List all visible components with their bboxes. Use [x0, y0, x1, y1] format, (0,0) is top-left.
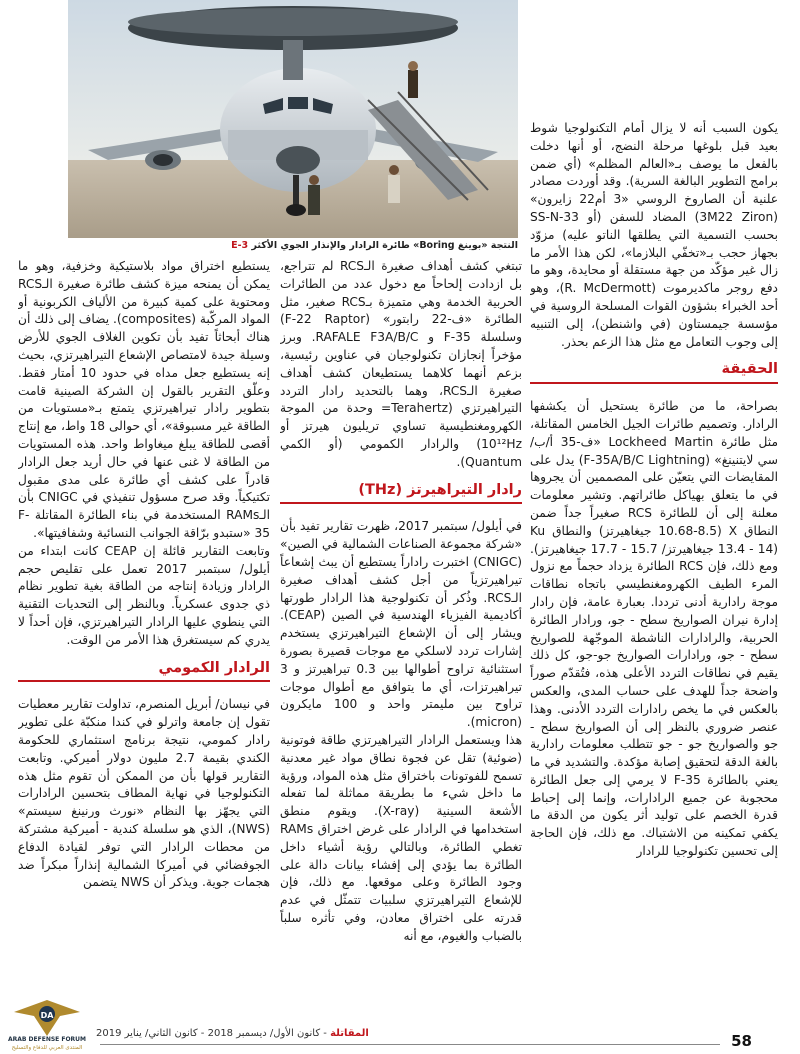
- page-number: 58: [731, 1032, 752, 1050]
- paragraph: بصراحة، ما من طائرة يستحيل أن يكشفها الرادار. وتصميم طائرات الجيل الخامس المقاتلة، مثل طائرة Lockheed Martin «ف-35 أ/ب/سي لايتنينغ» (F-35A/B/C Lightning) يدل على المقايضات التي يتعيّن على المصممين أن يجروها في ما يتعلق بهياكل طائراتهم. وتشير معلومات معلنة إلى أن للطائرة RCS صغيراً جداً ضمن النطاق X (10.68-8.5 جيغاهيرتز) والنطاق Ku (13.4 - 14 جيغاهيرتز/ 15.7 - 17.7 جيغاهيرتز). ومع ذلك، فإن RCS الطائرة يزداد حجماً مع نزول المرء الطيف الكهرومغنطيسي باتجاه نطاقات موجة رادارية أدنى ترددا. بعبارة عامة، فإن رادار إدارة نيران الصواريخ سطح - جو، ورادار الطائرة الحربية، والرادارات الناشطة الموجّهة للصواريخ سطح - جو، ورادارات الصواريخ جو-جو، كل ذلك يقيم في نطاقات التردد الأعلى هذه، فتُقدّم صوراً واضحة جداً للهدف على حساب المدى، والعكس بالعكس في ما يخص رادارات التردد الأدنى. وهذا عنصر ضروري بالنظر إلى أن الصواريخ سطح - جو والصواريخ جو - جو تتطلب معلومات رادارية بالغة الدقة لتحقيق إصابة مؤكدة. والتشديد في ما يعني بالطائرة F-35 لا يرمي إلى جعل الطائرة محجوبة عن جميع الرادارات، وإنما إلى إحباط قدرة الخصم على توليد أثر يكون من الدقة ما يكفي تمكينه من الاشتباك. مع ذلك، فإن الحاجة إلى تحسين تكنولوجيا للرادار: [530, 399, 778, 859]
- section-heading-text: رادار التيراهيرتز (THz): [358, 481, 522, 498]
- section-heading-reality: [530, 359, 778, 388]
- paragraph: تبتغي كشف أهداف صغيرة الـRCS لم تتراجع، بل ازدادت إلحاحاً مع دخول عدد من الطائرات الحربية الخدمة وهي متميزة بـRCS صغير، مثل الطائرة «ف-22 رابتور» (F-22 Raptor) وسلسلة F-35 و RAFALE F3A/B/C. وبرز مؤخراً إنجازان تكنولوجيان في عناوين رئيسية، بزعم أنهما كلاهما يستطيعان كشف أهداف صغيرة الـRCS، وهما بالتحديد رادار التردد التيراهيرتزي (Terahertz= وحدة من الموجة الكهرومغنطيسية تساوي تريليون هيرتز أو 10¹²Hz) والرادار الكمومي (أو الكمي Quantum).: [280, 259, 522, 469]
- article-column-left: [18, 258, 270, 1024]
- section-heading-text: الحقيقة: [721, 361, 778, 378]
- logo-arabic: المنتدى العربي للدفاع والتسليح: [11, 1045, 83, 1051]
- magazine-name: المقاتلة: [330, 1028, 369, 1039]
- paragraph: هذا ويستعمل الرادار التيراهيرتزي طاقة فوتونية (ضوئية) تقل عن فجوة نطاق مواد غير معدنية تسمح للفوتونات باختراق مثل هذه المواد، ورؤية ما داخل شيء ما بطريقة مماثلة لما تفعله الأشعة السينية (X-ray). ويقوم منطق استخدامها في الرادار على غرض اختراق RAMs تغطي الطائرة، وبالتالي رؤية أشياء داخل الطائرة بما يؤدي إلى إفشاء بيانات دالة على وجود الطائرة وعلى موقعها. مع ذلك، فإن للإشعاع التيراهيرتزي سلبيات تتمثّل في عدم قدرته على اختراق معادن، وفي تأثره سلباً بالضباب والغيوم، مع أنه: [280, 732, 522, 943]
- caption-text: النتجة «بوينغ Boring» طائرة الرادار والإنذار الجوي الأكثر: [251, 240, 518, 251]
- section-heading-text: الرادار الكمومي: [158, 659, 270, 676]
- section-heading-terahertz: [280, 480, 522, 509]
- heading-rule: [280, 502, 522, 504]
- aircraft-photo: [68, 0, 518, 238]
- aircraft-illustration: [68, 0, 518, 238]
- svg-text:DA: DA: [40, 1011, 54, 1020]
- article-column-right: [530, 120, 778, 1020]
- footer-issue-line: [96, 1028, 369, 1039]
- issue-date: - كانون الأول/ ديسمبر 2018 - كانون الثاني/ يناير 2019: [96, 1028, 331, 1039]
- section-heading-quantum: [18, 658, 270, 687]
- eagle-emblem-icon: [4, 996, 90, 1038]
- heading-rule: [18, 680, 270, 682]
- caption-model: E-3: [231, 240, 249, 251]
- logo-name: ARAB DEFENSE FORUM: [7, 1036, 87, 1043]
- paragraph: في أيلول/ سبتمبر 2017، ظهرت تقارير تفيد بأن «شركة مجموعة الصناعات الشمالية في الصين» (CNIGC) اختبرت راداراً يستطيع أن يبث إشعاعاً تيراهيرتزياً من أجل كشف أهداف صغيرة الـRCS. وذُكر أن تكنولوجية هذا الرادار طورتها أكاديمية الفيزياء الهندسية في الصين (CEAP). ويشار إلى أن الإشعاع التيراهيرتزي يستخدم إشارات تردد لاسلكي مع موجات قصيرة بصورة استثنائية تراوح أطوالها بين 0.3 تيراهيرتز و 3 تيراهيرتزات، أي ما يتوافق مع أطوال موجات تراوح بين مليمتر واحد و 100 مايكرون (micron).: [280, 519, 522, 730]
- paragraph: يكون السبب أنه لا يزال أمام التكنولوجيا شوط بعيد قبل بلوغها مرحلة النضج، أو أنها دخلت بالفعل ما يوصف بـ«العالم المظلم» (أي ضمن برامج التطوير البالغة السرية). وقد أوردت مصادر علنية أن الصاروخ الروسي «3 أم22 زايرون» (3M22 Ziron) المضاد للسفن (أو SS-N-33 بحسب التسمية التي يطلقها الناتو عليه) مزوّد بجهاز حجب بـ«تخفّي البلازما»، لكن هذا الأمر ما زال غير مؤكّد من جهة مستقلة أو محايدة، وهو ما دفع روجر ماكديرموت (R. McDermott)، وهو أحد الخبراء بشؤون القوات المسلحة الروسية في مؤسسة جيمستاون (في واشنطن)، إلى التنبيه إلى وجوب التعامل مع مثل هذا الزعم بحذر.: [530, 121, 778, 349]
- photo-caption: [70, 240, 518, 251]
- heading-rule: [530, 382, 778, 384]
- paragraph: وتابعت التقارير قائلة إن CEAP كانت ابتداء من أيلول/ سبتمبر 2017 تعمل على تقليص حجم الرادار وزيادة إنتاجه من الطاقة بغية تطوير نظام ذي جدوى عسكرياً. وبالنظر إلى التحديات التقنية التي ينطوي عليها الرادار التيراهيرتزي، فإن أحداً لا يدري كم سيستغرق هذا الأمر من الوقت.: [18, 543, 270, 647]
- forum-logo: [4, 996, 90, 1054]
- footer-divider: [100, 1044, 720, 1045]
- paragraph: يستطيع اختراق مواد بلاستيكية وخزفية، وهو ما يمكن أن يمنحه ميزة كشف طائرة صغيرة الـRCS ومحتوية على كمية كبيرة من الألياف الكربونية أو المواد المركّبة (composites). يضاف إلى ذلك أن هناك أبحاثاً تفيد بأن تكوين الغلاف الجوي للأرض وسيلة جيدة لامتصاص الإشعاع التيراهيرتزي، بحيث إنه يستطيع جعل مداه في حدود 10 أمتار فقط. وعلّق التقرير بالقول إن الشركة الصينية قامت بتطوير رادار تيراهيرتزي يتمتع بـ«مستويات من الطاقة غير مسبوقة»، أي حوالى 18 واط، مع إنتاج أقصى للطاقة يبلغ ميغاواط واحد. هذه المستويات من الطاقة لا غنى عنها في حال أريد جعل الرادار قادراً على كشف أي طائرة على مدى مقبول تكتيكياً. وقد صرح مسؤول تنفيذي في CNIGC بأن الـRAMs المستخدمة في بناء الطائرة المقاتلة F-35 «ستبدو برّاقة الجوانب النسائية وشفافيتها».: [18, 259, 270, 540]
- page-footer: [0, 1024, 800, 1054]
- article-column-middle: [280, 258, 522, 1024]
- paragraph: في نيسان/ أبريل المنصرم، تداولت تقارير معطيات تقول إن جامعة واترلو في كندا منكبّة على تطوير رادار كمومي، نتيجة برنامج استثماري للحكومة الكندي بقيمة 2.7 مليون دولار أميركي. وتابعت التقارير قولها بأن من الممكن أن تقوم مثل هذه التكنولوجيا في نهاية المطاف بتحسين الرادارات التي يجهّز بها النظام «نورث ورنينغ سيستم» (NWS)، الذي هو سلسلة كندية - أميركية مشتركة من محطات الرادار التي توفر لقيادة الدفاع الجوفضائي في أميركا الشمالية إنذاراً مبكراً ضد هجمات جوية. ويذكر أن NWS يتضمن: [18, 697, 270, 890]
